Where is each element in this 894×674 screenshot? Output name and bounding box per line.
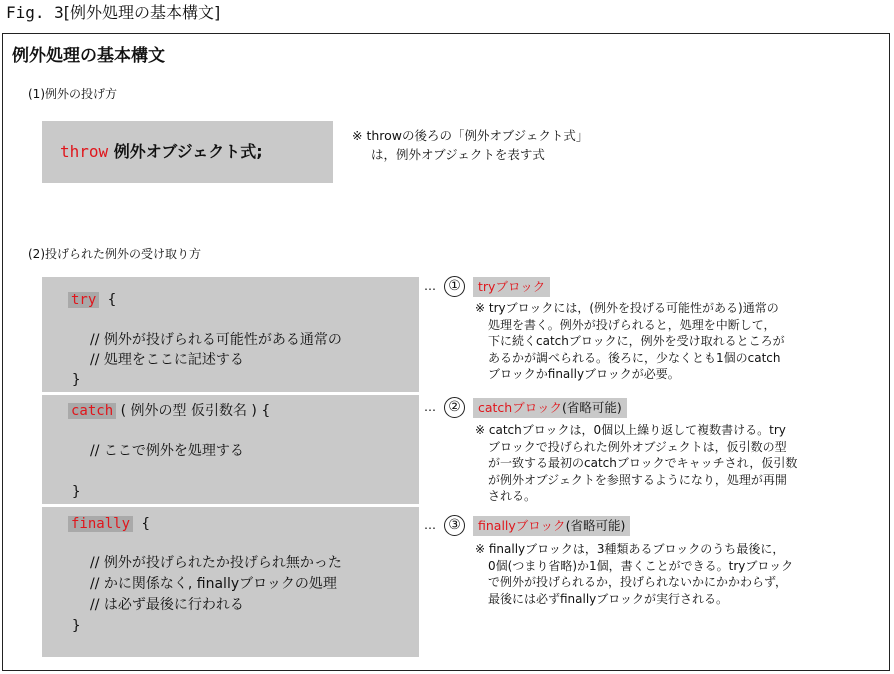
explanation2-line2: ブロックで投げられた例外オブジェクトは，仮引数の型 [488, 439, 787, 454]
explanation3-dots: … [424, 518, 435, 532]
explanation1-dots: … [424, 279, 435, 293]
explanation2-dots: … [424, 400, 435, 414]
explanation3-line4: 最後には必ずfinallyブロックが実行される。 [488, 591, 729, 606]
finally-comment1: // 例外が投げられたか投げられ無かった [90, 555, 342, 571]
explanation3-line2: 0個(つまり省略)か1個，書くことができる。tryブロック [488, 558, 794, 573]
section1-heading: (1)例外の投げ方 [28, 87, 117, 101]
explanation2-line5: される。 [488, 489, 537, 503]
explanation1-label [473, 277, 550, 297]
figure-title [6, 3, 220, 23]
explanation3-label-rest: (省略可能) [565, 518, 626, 533]
explanation2-label [473, 398, 627, 418]
catch-signature: ( 例外の型 仮引数名 ) { [116, 403, 271, 419]
finally-comment3: // は必ず最後に行われる [90, 597, 244, 613]
throw-code-line [60, 141, 263, 163]
catch-close-brace: } [72, 484, 81, 500]
throw-note-line2: は，例外オブジェクトを表す式 [371, 147, 545, 162]
try-block-box [42, 277, 419, 392]
explanation1-line2: 処理を書く。例外が投げられると，処理を中断して， [488, 317, 776, 332]
explanation2-label-rest: (省略可能) [561, 400, 622, 415]
explanation1-line1: ※ tryブロックには，(例外を投げる可能性がある)通常の [475, 301, 779, 315]
throw-keyword: throw [60, 142, 109, 161]
catch-open-line [68, 400, 270, 422]
explanation1-line3: 下に続くcatchブロックに，例外を受け取れるところが [488, 334, 785, 348]
explanation3-line3: で例外が投げられるか，投げられないかにかかわらず， [488, 575, 788, 589]
finally-close-brace: } [72, 618, 81, 634]
finally-keyword: finally [68, 516, 133, 532]
finally-open-line [68, 513, 150, 535]
figure-bracket-title: [例外処理の基本構文] [63, 3, 221, 22]
explanation3-number: ③ [444, 515, 465, 536]
throw-note-line1: ※ throwの後ろの「例外オブジェクト式」 [352, 128, 589, 143]
main-title: 例外処理の基本構文 [12, 46, 165, 66]
explanation1-line5: ブロックかfinallyブロックが必要。 [488, 367, 680, 381]
section2-heading: (2)投げられた例外の受け取り方 [28, 247, 201, 261]
explanation2-line4: が例外オブジェクトを参照するようになり，処理が再開 [488, 472, 787, 487]
explanation3-label-red: finallyブロック [478, 518, 566, 533]
try-close-brace: } [72, 372, 81, 388]
figure-label: Fig. 3 [6, 3, 64, 22]
throw-expression: 例外オブジェクト式; [108, 142, 263, 161]
catch-block-box [42, 395, 419, 504]
explanation3-line1: ※ finallyブロックは，3種類あるブロックのうち最後に， [475, 542, 785, 556]
catch-comment1: // ここで例外を処理する [90, 443, 244, 459]
finally-comment2: // かに関係なく, finallyブロックの処理 [90, 576, 337, 592]
finally-block-box [42, 507, 419, 657]
try-comment2: // 処理をここに記述する [90, 352, 244, 368]
catch-keyword: catch [68, 403, 116, 419]
explanation2-line3: が一致する最初のcatchブロックでキャッチされ，仮引数 [488, 456, 798, 470]
explanation3-label [473, 516, 630, 536]
try-open-brace: { [99, 292, 117, 308]
explanation2-number: ② [444, 397, 465, 418]
explanation1-number: ① [444, 276, 465, 297]
explanation2-line1: ※ catchブロックは，0個以上繰り返して複数書ける。try [475, 423, 786, 437]
finally-open-brace: { [133, 516, 150, 532]
try-open-line [68, 289, 116, 311]
explanation1-line4: あるかが調べられる。後ろに，少なくとも1個のcatch [488, 350, 781, 365]
explanation1-label-red: tryブロック [478, 279, 546, 294]
throw-code-box [42, 121, 333, 183]
try-comment1: // 例外が投げられる可能性がある通常の [90, 332, 342, 348]
try-keyword: try [68, 292, 99, 308]
explanation2-label-red: catchブロック [478, 400, 562, 415]
